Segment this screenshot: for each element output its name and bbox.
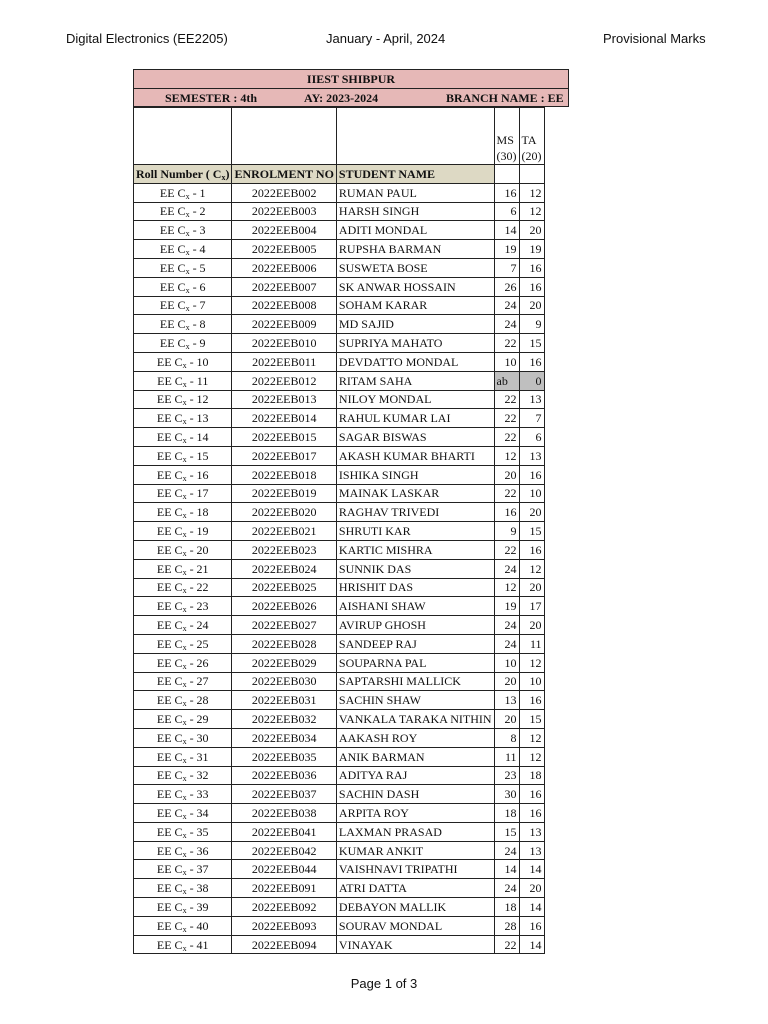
table-row <box>134 822 545 841</box>
ta-mark-cell: 12 <box>519 559 544 578</box>
student-name-cell: SANDEEP RAJ <box>336 634 494 653</box>
ms-mark-cell: 22 <box>494 334 519 353</box>
ms-mark-cell: 15 <box>494 822 519 841</box>
document-status: Provisional Marks <box>603 31 706 46</box>
student-name-cell: SOUPARNA PAL <box>336 653 494 672</box>
table-row <box>134 409 545 428</box>
enrolment-cell: 2022EEB015 <box>232 428 336 447</box>
roll-number-cell: EE $C_x - 25$ <box>134 634 232 653</box>
ta-mark-cell: 14 <box>519 898 544 917</box>
roll-number-cell: EE $C_x - 27$ <box>134 672 232 691</box>
ta-mark-cell: 16 <box>519 785 544 804</box>
roll-number-cell: EE $C_x - 32$ <box>134 766 232 785</box>
enrolment-cell: 2022EEB006 <box>232 258 336 277</box>
table-row <box>134 898 545 917</box>
table-row <box>134 503 545 522</box>
ta-mark-cell: 7 <box>519 409 544 428</box>
table-row <box>134 277 545 296</box>
ms-mark-cell: 22 <box>494 390 519 409</box>
enrolment-cell: 2022EEB036 <box>232 766 336 785</box>
roll-number-cell: EE $C_x - 34$ <box>134 804 232 823</box>
ms-mark-cell: 19 <box>494 597 519 616</box>
ta-mark-cell: 14 <box>519 935 544 954</box>
ta-mark-cell: 13 <box>519 446 544 465</box>
roll-number-cell: EE $C_x - 33$ <box>134 785 232 804</box>
ta-mark-cell: 12 <box>519 183 544 202</box>
roll-number-cell: EE $C_x - 20$ <box>134 540 232 559</box>
ms-mark-cell: 12 <box>494 578 519 597</box>
ms-mark-cell: 16 <box>494 183 519 202</box>
roll-number-cell: EE $C_x - 37$ <box>134 860 232 879</box>
student-name-cell: RUPSHA BARMAN <box>336 240 494 259</box>
student-name-cell: HARSH SINGH <box>336 202 494 221</box>
ta-mark-cell: 13 <box>519 822 544 841</box>
ms-mark-cell: 14 <box>494 860 519 879</box>
table-row <box>134 202 545 221</box>
institute-name: IIEST SHIBPUR <box>306 72 396 86</box>
enrolment-cell: 2022EEB011 <box>232 352 336 371</box>
ta-mark-cell: 13 <box>519 390 544 409</box>
ta-mark-cell: 20 <box>519 221 544 240</box>
marks-table <box>133 107 545 954</box>
enrolment-cell: 2022EEB005 <box>232 240 336 259</box>
ta-mark-cell: 15 <box>519 334 544 353</box>
student-name-cell: VANKALA TARAKA NITHIN <box>336 710 494 729</box>
student-name-cell: AKASH KUMAR BHARTI <box>336 446 494 465</box>
ms-mark-cell: 28 <box>494 916 519 935</box>
ms-mark-cell: 11 <box>494 747 519 766</box>
ms-mark-cell: 12 <box>494 446 519 465</box>
student-name-cell: MD SAJID <box>336 315 494 334</box>
table-row <box>134 728 545 747</box>
enrolment-cell: 2022EEB019 <box>232 484 336 503</box>
table-row <box>134 315 545 334</box>
roll-number-cell: EE $C_x - 10$ <box>134 352 232 371</box>
table-row <box>134 221 545 240</box>
table-row <box>134 446 545 465</box>
roll-number-cell: EE $C_x - 31$ <box>134 747 232 766</box>
table-row <box>134 540 545 559</box>
student-name-cell: SACHIN SHAW <box>336 691 494 710</box>
ms-mark-cell: 22 <box>494 409 519 428</box>
table-row <box>134 691 545 710</box>
table-row <box>134 352 545 371</box>
table-row <box>134 616 545 635</box>
ta-mark-cell: 17 <box>519 597 544 616</box>
roll-number-cell: EE $C_x - 26$ <box>134 653 232 672</box>
student-name-cell: RUMAN PAUL <box>336 183 494 202</box>
table-row <box>134 428 545 447</box>
roll-number-cell: EE $C_x - 15$ <box>134 446 232 465</box>
ms-mark-cell: 26 <box>494 277 519 296</box>
ms-mark-cell: 10 <box>494 352 519 371</box>
enrolment-cell: 2022EEB092 <box>232 898 336 917</box>
student-name-cell: SUPRIYA MAHATO <box>336 334 494 353</box>
roll-number-cell: EE $C_x - 18$ <box>134 503 232 522</box>
roll-number-cell: EE $C_x - 3$ <box>134 221 232 240</box>
ta-column-header: TA (20) <box>519 108 544 165</box>
ms-mark-cell: 6 <box>494 202 519 221</box>
table-row <box>134 672 545 691</box>
ms-mark-cell: 20 <box>494 672 519 691</box>
header-spacer-row <box>134 108 545 165</box>
roll-number-cell: EE $C_x - 21$ <box>134 559 232 578</box>
ms-mark-cell: 20 <box>494 710 519 729</box>
ta-mark-cell: 14 <box>519 860 544 879</box>
roll-number-cell: EE $C_x - 38$ <box>134 879 232 898</box>
student-name-cell: KUMAR ANKIT <box>336 841 494 860</box>
enrolment-cell: 2022EEB014 <box>232 409 336 428</box>
roll-number-cell: EE $C_x - 1$ <box>134 183 232 202</box>
roll-number-cell: EE $C_x - 8$ <box>134 315 232 334</box>
roll-number-cell: EE $C_x - 40$ <box>134 916 232 935</box>
student-name-cell: AAKASH ROY <box>336 728 494 747</box>
student-name-cell: ARPITA ROY <box>336 804 494 823</box>
roll-number-cell: EE $C_x - 19$ <box>134 522 232 541</box>
student-name-cell: ATRI DATTA <box>336 879 494 898</box>
student-name-cell: SOHAM KARAR <box>336 296 494 315</box>
student-name-cell: RAGHAV TRIVEDI <box>336 503 494 522</box>
roll-number-cell: EE $C_x - 36$ <box>134 841 232 860</box>
ta-mark-cell: 15 <box>519 522 544 541</box>
roll-number-cell: EE $C_x - 41$ <box>134 935 232 954</box>
roll-number-cell: EE $C_x - 14$ <box>134 428 232 447</box>
enrolment-cell: 2022EEB023 <box>232 540 336 559</box>
semester-label: SEMESTER : 4th <box>165 91 258 105</box>
roll-number-cell: EE $C_x - 12$ <box>134 390 232 409</box>
ms-mark-cell: 7 <box>494 258 519 277</box>
roll-number-cell: EE $C_x - 29$ <box>134 710 232 729</box>
ms-mark-cell: 18 <box>494 898 519 917</box>
table-row <box>134 766 545 785</box>
ta-mark-cell: 20 <box>519 578 544 597</box>
enrolment-cell: 2022EEB017 <box>232 446 336 465</box>
student-name-cell: SACHIN DASH <box>336 785 494 804</box>
ms-mark-cell: ab <box>494 371 519 390</box>
ta-mark-cell: 12 <box>519 653 544 672</box>
ms-column-header: MS (30) <box>494 108 519 165</box>
roll-number-cell: EE $C_x - 4$ <box>134 240 232 259</box>
ms-mark-cell: 24 <box>494 296 519 315</box>
enrolment-cell: 2022EEB020 <box>232 503 336 522</box>
enrolment-cell: 2022EEB041 <box>232 822 336 841</box>
roll-number-cell: EE $C_x - 23$ <box>134 597 232 616</box>
ms-mark-cell: 20 <box>494 465 519 484</box>
roll-number-cell: EE $C_x - 24$ <box>134 616 232 635</box>
ta-mark-cell: 16 <box>519 691 544 710</box>
table-row <box>134 879 545 898</box>
ms-mark-cell: 16 <box>494 503 519 522</box>
student-name-cell: ISHIKA SINGH <box>336 465 494 484</box>
student-name-cell: HRISHIT DAS <box>336 578 494 597</box>
ta-mark-cell: 20 <box>519 616 544 635</box>
student-name-cell: SOURAV MONDAL <box>336 916 494 935</box>
ta-mark-cell: 10 <box>519 672 544 691</box>
student-name-cell: SUNNIK DAS <box>336 559 494 578</box>
enrolment-cell: 2022EEB034 <box>232 728 336 747</box>
table-row <box>134 522 545 541</box>
ta-mark-cell: 16 <box>519 540 544 559</box>
enrolment-cell: 2022EEB021 <box>232 522 336 541</box>
ta-mark-cell: 20 <box>519 879 544 898</box>
table-row <box>134 935 545 954</box>
column-header-row <box>134 165 545 184</box>
ms-mark-cell: 22 <box>494 428 519 447</box>
enrolment-cell: 2022EEB038 <box>232 804 336 823</box>
roll-number-cell: EE $C_x - 7$ <box>134 296 232 315</box>
table-row <box>134 634 545 653</box>
ms-mark-cell: 30 <box>494 785 519 804</box>
roll-number-cell: EE $C_x - 9$ <box>134 334 232 353</box>
roll-number-cell: EE $C_x - 28$ <box>134 691 232 710</box>
enrolment-cell: 2022EEB044 <box>232 860 336 879</box>
table-row <box>134 240 545 259</box>
ta-mark-cell: 12 <box>519 747 544 766</box>
enrolment-cell: 2022EEB024 <box>232 559 336 578</box>
student-name-header: STUDENT NAME <box>336 165 494 184</box>
semester-banner <box>133 88 569 107</box>
roll-number-cell: EE $C_x - 16$ <box>134 465 232 484</box>
ms-mark-cell: 24 <box>494 841 519 860</box>
roll-number-cell: EE $C_x - 22$ <box>134 578 232 597</box>
roll-number-cell: EE $C_x - 5$ <box>134 258 232 277</box>
roll-number-cell: EE $C_x - 11$ <box>134 371 232 390</box>
ms-mark-cell: 24 <box>494 559 519 578</box>
ms-mark-cell: 9 <box>494 522 519 541</box>
ta-mark-cell: 6 <box>519 428 544 447</box>
enrolment-cell: 2022EEB028 <box>232 634 336 653</box>
enrolment-cell: 2022EEB003 <box>232 202 336 221</box>
ms-mark-cell: 10 <box>494 653 519 672</box>
ta-mark-cell: 16 <box>519 277 544 296</box>
table-row <box>134 597 545 616</box>
student-name-cell: SAPTARSHI MALLICK <box>336 672 494 691</box>
table-row <box>134 578 545 597</box>
enrolment-cell: 2022EEB037 <box>232 785 336 804</box>
table-row <box>134 484 545 503</box>
page-number: Page 1 of 3 <box>350 976 418 991</box>
ta-mark-cell: 20 <box>519 296 544 315</box>
table-row <box>134 804 545 823</box>
student-name-cell: RITAM SAHA <box>336 371 494 390</box>
roll-number-cell: EE $C_x - 2$ <box>134 202 232 221</box>
student-name-cell: LAXMAN PRASAD <box>336 822 494 841</box>
student-name-cell: AISHANI SHAW <box>336 597 494 616</box>
ms-mark-cell: 24 <box>494 315 519 334</box>
table-row <box>134 710 545 729</box>
roll-number-cell: EE $C_x - 17$ <box>134 484 232 503</box>
student-name-cell: SHRUTI KAR <box>336 522 494 541</box>
enrolment-cell: 2022EEB026 <box>232 597 336 616</box>
ms-mark-cell: 24 <box>494 879 519 898</box>
enrolment-cell: 2022EEB009 <box>232 315 336 334</box>
roll-number-cell: EE $C_x - 39$ <box>134 898 232 917</box>
student-name-cell: ADITYA RAJ <box>336 766 494 785</box>
ta-mark-cell: 16 <box>519 258 544 277</box>
enrolment-cell: 2022EEB002 <box>232 183 336 202</box>
ta-mark-cell: 0 <box>519 371 544 390</box>
table-row <box>134 258 545 277</box>
table-row <box>134 841 545 860</box>
student-name-cell: DEBAYON MALLIK <box>336 898 494 917</box>
ta-mark-cell: 16 <box>519 804 544 823</box>
roll-number-header: Roll Number ( $C_x$) <box>134 165 232 184</box>
branch-label: BRANCH NAME : EE <box>446 91 564 105</box>
table-row <box>134 296 545 315</box>
ms-mark-cell: 18 <box>494 804 519 823</box>
enrolment-cell: 2022EEB031 <box>232 691 336 710</box>
enrolment-cell: 2022EEB008 <box>232 296 336 315</box>
roll-number-cell: EE $C_x - 35$ <box>134 822 232 841</box>
enrolment-cell: 2022EEB004 <box>232 221 336 240</box>
ms-mark-cell: 22 <box>494 484 519 503</box>
ta-mark-cell: 16 <box>519 465 544 484</box>
enrolment-cell: 2022EEB027 <box>232 616 336 635</box>
student-name-cell: KARTIC MISHRA <box>336 540 494 559</box>
table-row <box>134 785 545 804</box>
ta-mark-cell: 10 <box>519 484 544 503</box>
enrolment-cell: 2022EEB091 <box>232 879 336 898</box>
ta-mark-cell: 15 <box>519 710 544 729</box>
ms-mark-cell: 8 <box>494 728 519 747</box>
table-row <box>134 747 545 766</box>
enrolment-cell: 2022EEB010 <box>232 334 336 353</box>
enrolment-header: ENROLMENT NO <box>232 165 336 184</box>
enrolment-cell: 2022EEB029 <box>232 653 336 672</box>
roll-number-cell: EE $C_x - 13$ <box>134 409 232 428</box>
table-row <box>134 465 545 484</box>
student-name-cell: SAGAR BISWAS <box>336 428 494 447</box>
ms-mark-cell: 22 <box>494 935 519 954</box>
ms-mark-cell: 24 <box>494 634 519 653</box>
student-name-cell: SUSWETA BOSE <box>336 258 494 277</box>
ms-mark-cell: 13 <box>494 691 519 710</box>
ta-mark-cell: 12 <box>519 728 544 747</box>
ms-mark-cell: 24 <box>494 616 519 635</box>
enrolment-cell: 2022EEB025 <box>232 578 336 597</box>
course-title: Digital Electronics (EE2205) <box>66 31 228 46</box>
student-name-cell: ADITI MONDAL <box>336 221 494 240</box>
table-row <box>134 916 545 935</box>
table-row <box>134 334 545 353</box>
student-name-cell: NILOY MONDAL <box>336 390 494 409</box>
enrolment-cell: 2022EEB012 <box>232 371 336 390</box>
academic-year-label: AY: 2023-2024 <box>304 91 379 105</box>
student-name-cell: VINAYAK <box>336 935 494 954</box>
table-row <box>134 390 545 409</box>
table-row <box>134 653 545 672</box>
enrolment-cell: 2022EEB094 <box>232 935 336 954</box>
ta-mark-cell: 13 <box>519 841 544 860</box>
enrolment-cell: 2022EEB013 <box>232 390 336 409</box>
roll-number-cell: EE $C_x - 30$ <box>134 728 232 747</box>
student-name-cell: ANIK BARMAN <box>336 747 494 766</box>
enrolment-cell: 2022EEB007 <box>232 277 336 296</box>
table-row <box>134 559 545 578</box>
student-name-cell: AVIRUP GHOSH <box>336 616 494 635</box>
enrolment-cell: 2022EEB032 <box>232 710 336 729</box>
enrolment-cell: 2022EEB035 <box>232 747 336 766</box>
roll-number-cell: EE $C_x - 6$ <box>134 277 232 296</box>
enrolment-cell: 2022EEB093 <box>232 916 336 935</box>
ms-mark-cell: 23 <box>494 766 519 785</box>
ta-mark-cell: 18 <box>519 766 544 785</box>
ms-mark-cell: 14 <box>494 221 519 240</box>
enrolment-cell: 2022EEB018 <box>232 465 336 484</box>
student-name-cell: VAISHNAVI TRIPATHI <box>336 860 494 879</box>
institute-banner <box>133 69 569 89</box>
ms-mark-cell: 19 <box>494 240 519 259</box>
ta-mark-cell: 19 <box>519 240 544 259</box>
table-row <box>134 183 545 202</box>
enrolment-cell: 2022EEB042 <box>232 841 336 860</box>
student-name-cell: SK ANWAR HOSSAIN <box>336 277 494 296</box>
table-row <box>134 860 545 879</box>
enrolment-cell: 2022EEB030 <box>232 672 336 691</box>
student-name-cell: MAINAK LASKAR <box>336 484 494 503</box>
ta-mark-cell: 16 <box>519 352 544 371</box>
student-name-cell: DEVDATTO MONDAL <box>336 352 494 371</box>
ta-mark-cell: 11 <box>519 634 544 653</box>
ms-mark-cell: 22 <box>494 540 519 559</box>
ta-mark-cell: 12 <box>519 202 544 221</box>
term-label: January - April, 2024 <box>326 31 446 46</box>
student-name-cell: RAHUL KUMAR LAI <box>336 409 494 428</box>
ta-mark-cell: 16 <box>519 916 544 935</box>
ta-mark-cell: 20 <box>519 503 544 522</box>
table-row <box>134 371 545 390</box>
ta-mark-cell: 9 <box>519 315 544 334</box>
